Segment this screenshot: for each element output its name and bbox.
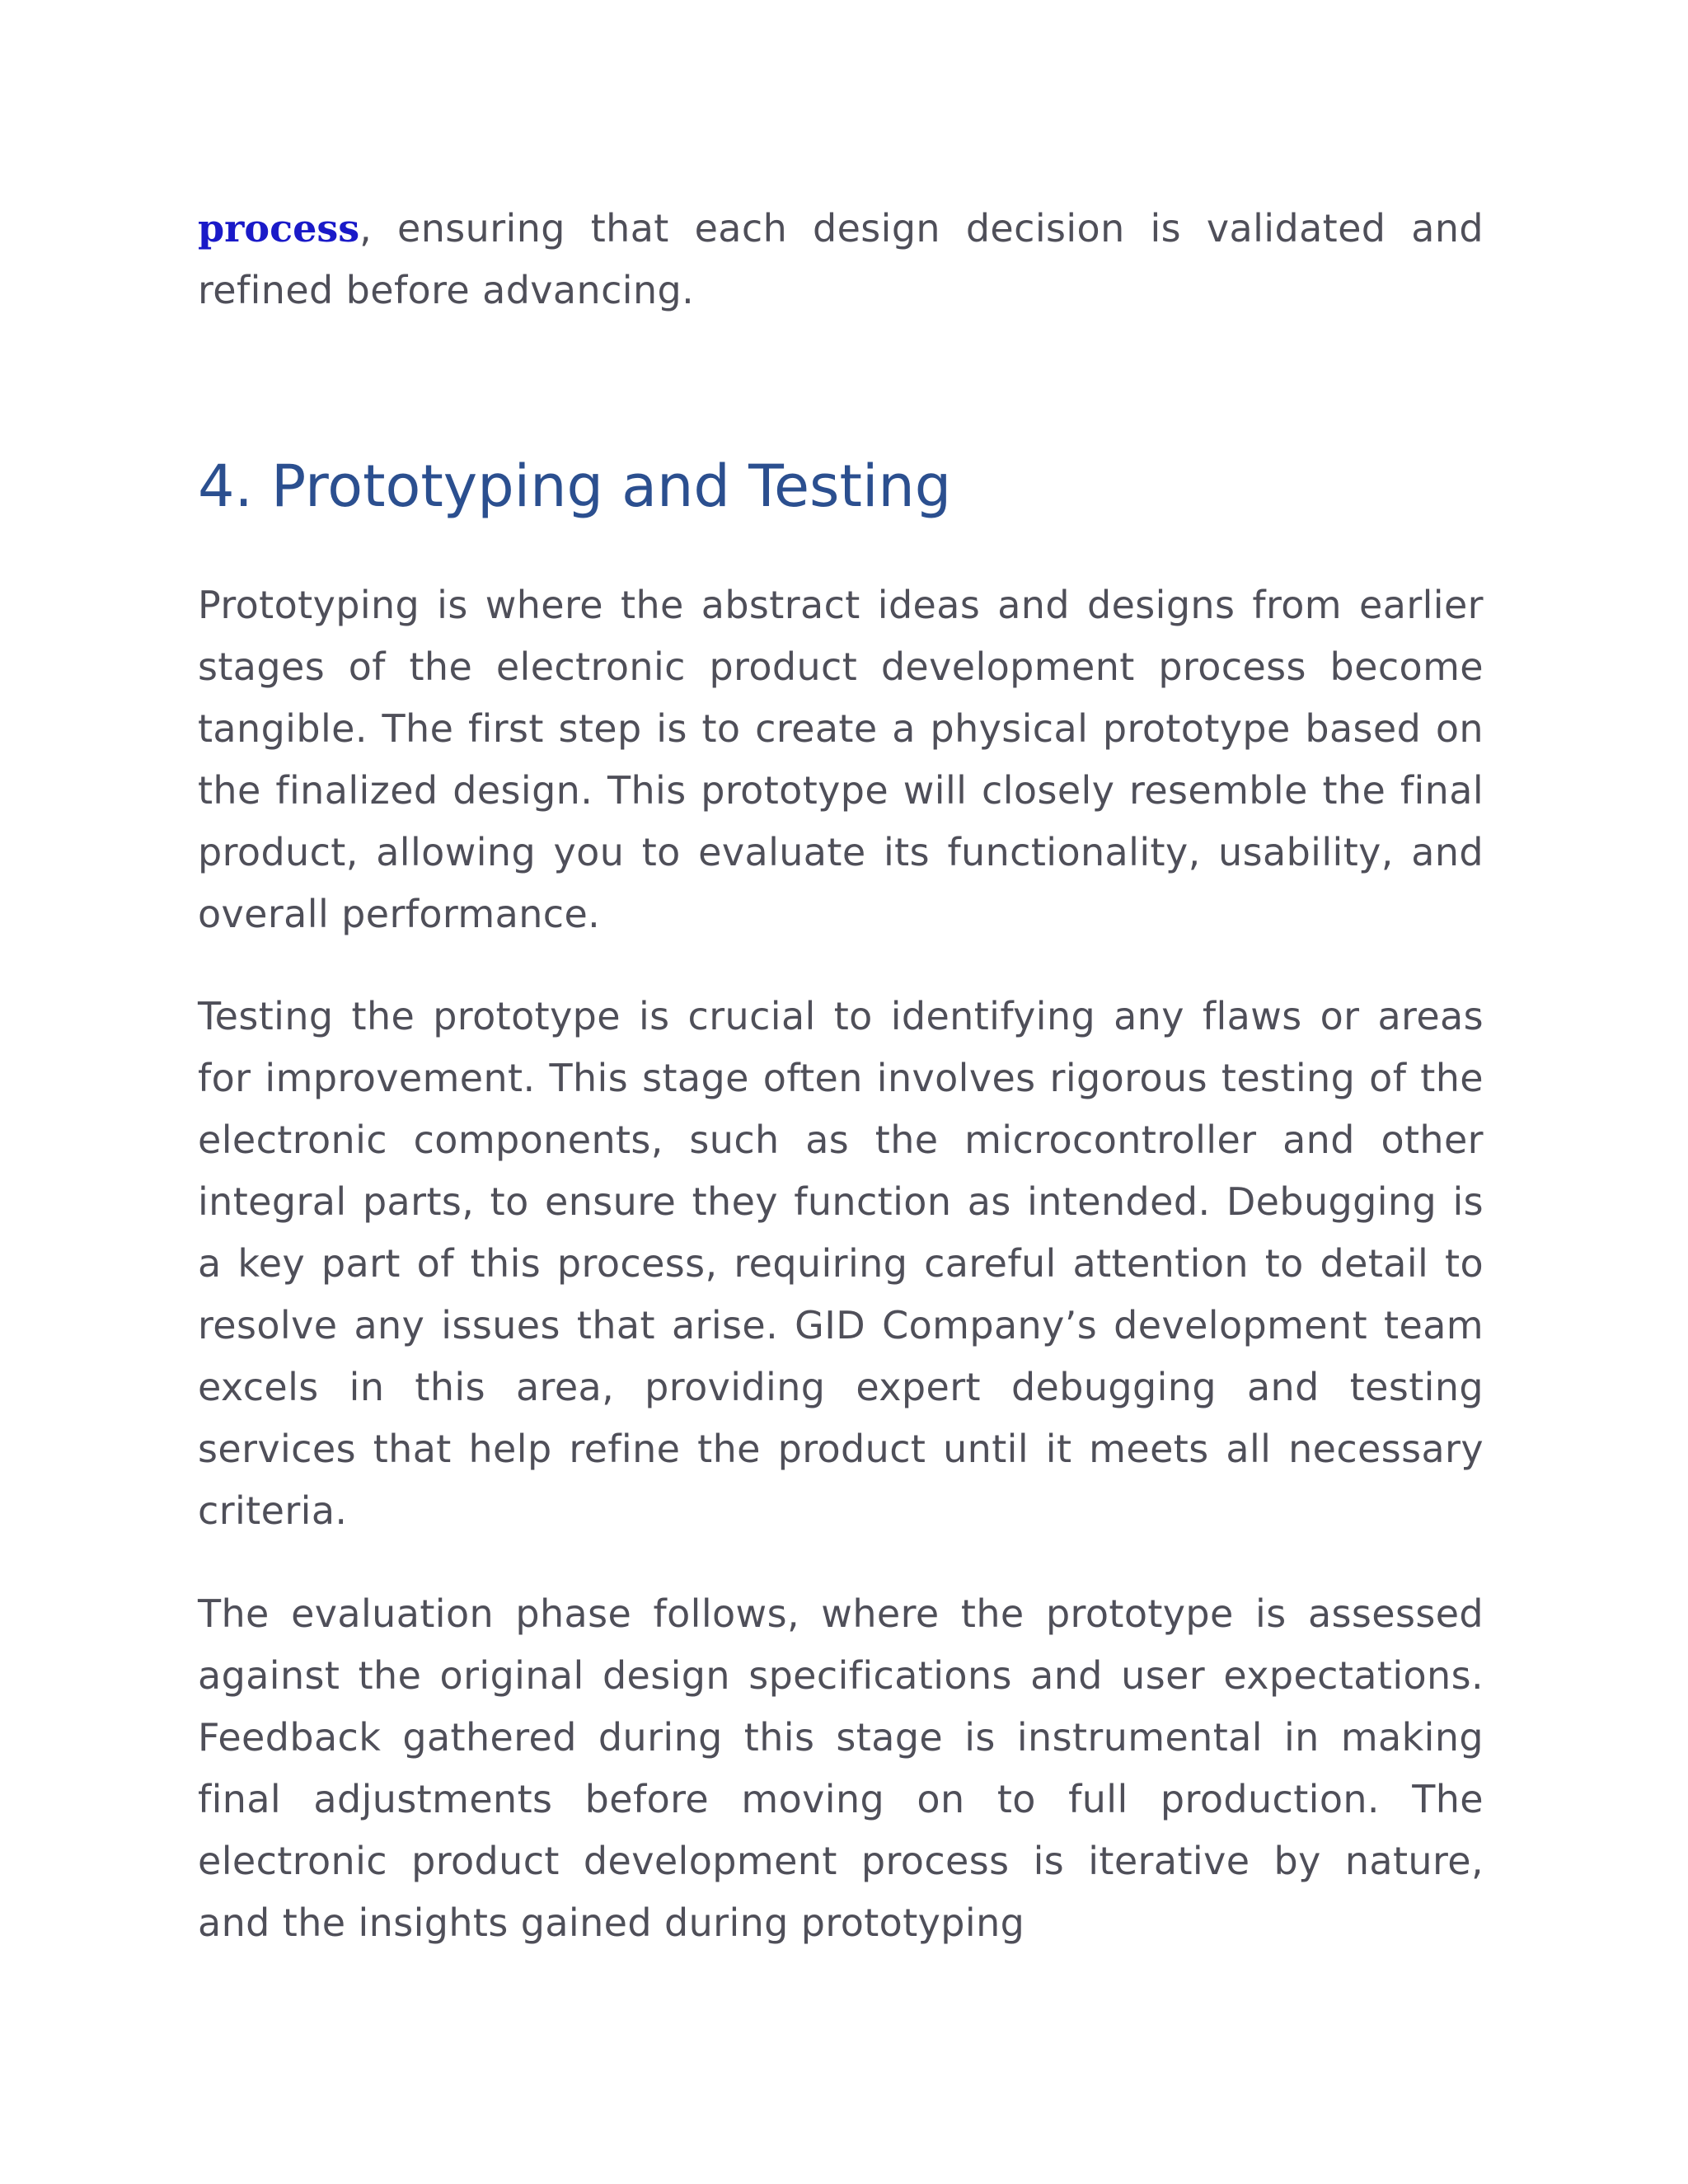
intro-paragraph — [198, 198, 1484, 321]
body-paragraph-testing: Testing the prototype is crucial to identifying any flaws or areas for improvement. This stage often involves rigorous testing of the electronic components, such as the microcontroller and other integral parts, to ensure they function as intended. Debugging is a key part of this process, requiring careful attention to detail to resolve any issues that arise. GID Company’s development team excels in this area, providing expert debugging and testing services that help refine the product until it meets all necessary criteria. — [198, 994, 1484, 1533]
body-paragraph-prototyping: Prototyping is where the abstract ideas and designs from earlier stages of the electronic product development process become tangible. The first step is to create a physical prototype based on the finalized design. This prototype will closely resemble the final product, allowing you to evaluate its functionality, usability, and overall performance. — [198, 583, 1484, 936]
intro-text: , ensuring that each design decision is validated and refined before advancing. — [198, 206, 1484, 312]
body-paragraph-evaluation: The evaluation phase follows, where the prototype is assessed against the original design specifications and user expectations. Feedback gathered during this stage is instrumental in making final adjustments before moving on to full production. The electronic product development process is iterative by nature, and the insights gained during prototyping — [198, 1591, 1484, 1945]
section-heading: 4. Prototyping and Testing — [198, 452, 952, 520]
process-link[interactable]: process — [198, 206, 360, 251]
